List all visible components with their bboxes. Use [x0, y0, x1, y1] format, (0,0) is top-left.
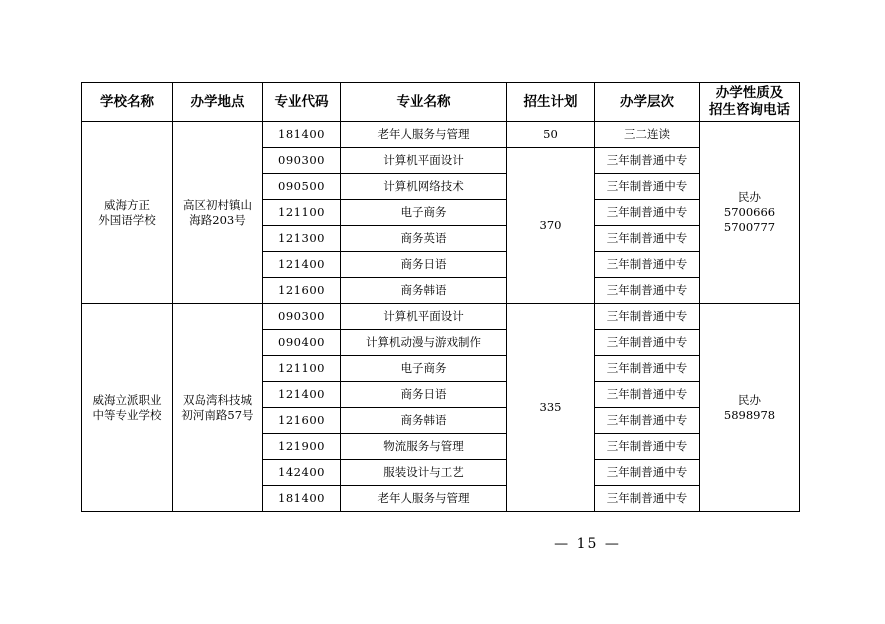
contact-cell: 民办 5898978 — [700, 304, 800, 512]
major-name-cell: 老年人服务与管理 — [341, 122, 507, 148]
level-cell: 三年制普通中专 — [595, 200, 700, 226]
major-code-cell: 142400 — [263, 460, 341, 486]
level-cell: 三年制普通中专 — [595, 486, 700, 512]
header-enrollment-plan: 招生计划 — [507, 83, 595, 122]
major-name-cell: 服装设计与工艺 — [341, 460, 507, 486]
level-cell: 三年制普通中专 — [595, 330, 700, 356]
major-code-cell: 090300 — [263, 304, 341, 330]
school-location-cell: 高区初村镇山 海路203号 — [173, 122, 263, 304]
level-cell: 三年制普通中专 — [595, 434, 700, 460]
major-name-cell: 计算机网络技术 — [341, 174, 507, 200]
major-name-cell: 电子商务 — [341, 356, 507, 382]
major-code-cell: 121300 — [263, 226, 341, 252]
major-name-cell: 老年人服务与管理 — [341, 486, 507, 512]
enrollment-table — [81, 82, 800, 512]
header-row — [82, 83, 800, 122]
major-code-cell: 181400 — [263, 122, 341, 148]
major-name-cell: 商务日语 — [341, 252, 507, 278]
level-cell: 三年制普通中专 — [595, 278, 700, 304]
level-cell: 三年制普通中专 — [595, 408, 700, 434]
major-code-cell: 121400 — [263, 252, 341, 278]
contact-cell: 民办 5700666 5700777 — [700, 122, 800, 304]
major-name-cell: 电子商务 — [341, 200, 507, 226]
major-name-cell: 计算机平面设计 — [341, 304, 507, 330]
level-cell: 三年制普通中专 — [595, 252, 700, 278]
major-name-cell: 商务日语 — [341, 382, 507, 408]
enrollment-plan-cell: 50 — [507, 122, 595, 148]
major-name-cell: 计算机平面设计 — [341, 148, 507, 174]
major-code-cell: 090500 — [263, 174, 341, 200]
level-cell: 三年制普通中专 — [595, 304, 700, 330]
major-name-cell: 计算机动漫与游戏制作 — [341, 330, 507, 356]
level-cell: 三年制普通中专 — [595, 356, 700, 382]
header-major-name: 专业名称 — [341, 83, 507, 122]
school-name-cell: 威海立派职业 中等专业学校 — [82, 304, 173, 512]
major-code-cell: 121100 — [263, 356, 341, 382]
enrollment-plan-cell: 335 — [507, 304, 595, 512]
level-cell: 三二连读 — [595, 122, 700, 148]
major-code-cell: 121600 — [263, 408, 341, 434]
major-code-cell: 090400 — [263, 330, 341, 356]
enrollment-plan-cell: 370 — [507, 148, 595, 304]
major-code-cell: 121600 — [263, 278, 341, 304]
table-row — [82, 122, 800, 148]
header-location: 办学地点 — [173, 83, 263, 122]
header-major-code: 专业代码 — [263, 83, 341, 122]
level-cell: 三年制普通中专 — [595, 226, 700, 252]
major-name-cell: 物流服务与管理 — [341, 434, 507, 460]
level-cell: 三年制普通中专 — [595, 382, 700, 408]
header-level: 办学层次 — [595, 83, 700, 122]
level-cell: 三年制普通中专 — [595, 148, 700, 174]
major-name-cell: 商务韩语 — [341, 408, 507, 434]
major-code-cell: 181400 — [263, 486, 341, 512]
level-cell: 三年制普通中专 — [595, 174, 700, 200]
header-nature-contact: 办学性质及 招生咨询电话 — [700, 83, 800, 122]
header-school-name: 学校名称 — [82, 83, 173, 122]
major-code-cell: 121900 — [263, 434, 341, 460]
major-name-cell: 商务英语 — [341, 226, 507, 252]
school-name-cell: 威海方正 外国语学校 — [82, 122, 173, 304]
page-number: — 15 — — [554, 536, 621, 552]
major-name-cell: 商务韩语 — [341, 278, 507, 304]
page-number-container — [0, 536, 885, 552]
level-cell: 三年制普通中专 — [595, 460, 700, 486]
school-location-cell: 双岛湾科技城 初河南路57号 — [173, 304, 263, 512]
table-row — [82, 304, 800, 330]
major-code-cell: 121400 — [263, 382, 341, 408]
major-code-cell: 121100 — [263, 200, 341, 226]
major-code-cell: 090300 — [263, 148, 341, 174]
